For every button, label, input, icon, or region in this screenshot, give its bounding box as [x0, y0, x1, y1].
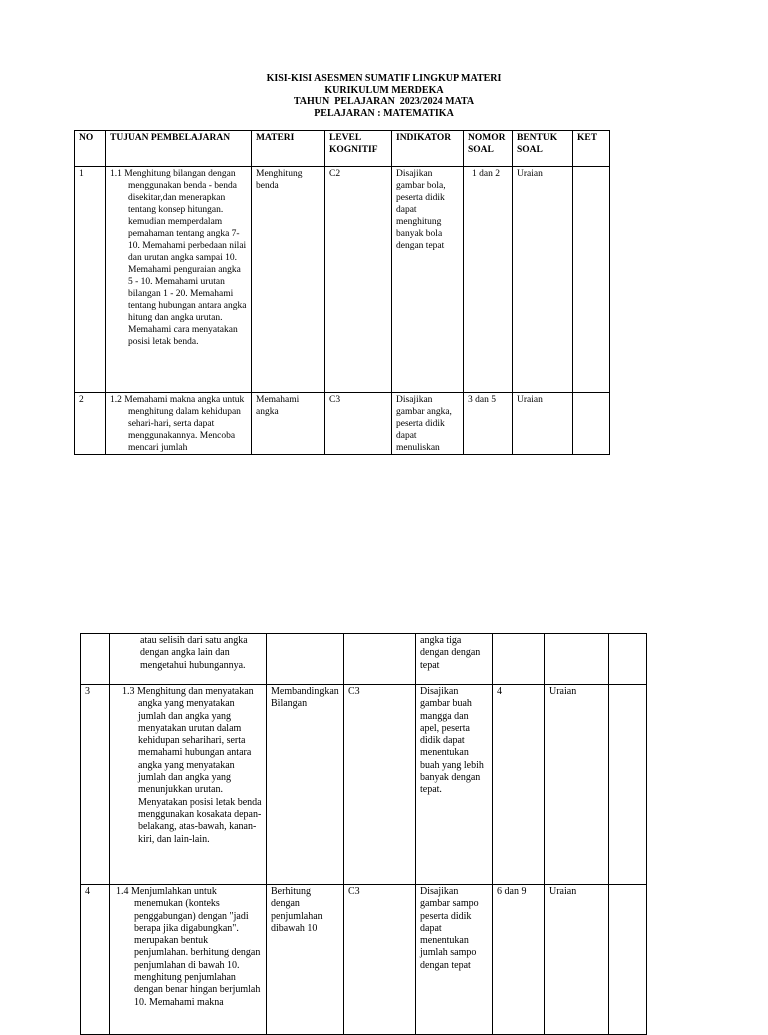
cell-bentuk: Uraian — [513, 167, 573, 393]
cell-tujuan: atau selisih dari satu angka dengan angka lain dan mengetahui hubungannya. — [110, 634, 267, 685]
document-title — [0, 73, 768, 119]
cell-nomor: 1 dan 2 — [464, 167, 513, 393]
cell-no: 4 — [81, 885, 110, 1035]
cell-no — [81, 634, 110, 685]
table-row — [75, 167, 610, 393]
title-line-2: KURIKULUM MERDEKA — [324, 84, 444, 96]
header-materi: MATERI — [252, 131, 325, 167]
table-row — [81, 685, 647, 885]
cell-nomor: 6 dan 9 — [493, 885, 545, 1035]
header-indikator: INDIKATOR — [392, 131, 464, 167]
cell-bentuk — [545, 634, 609, 685]
cell-bentuk: Uraian — [545, 885, 609, 1035]
cell-bentuk: Uraian — [513, 393, 573, 455]
header-ket: KET — [573, 131, 610, 167]
cell-materi — [267, 634, 344, 685]
cell-indikator: Disajikan gambar buah mangga dan apel, peserta didik dapat menentukan buah yang lebih banyak dengan tepat. — [416, 685, 493, 885]
cell-materi: Membandingkan Bilangan — [267, 685, 344, 885]
cell-materi: Memahami angka — [252, 393, 325, 455]
assessment-grid-table-page-1 — [74, 130, 610, 455]
cell-indikator: angka tiga dengan dengan tepat — [416, 634, 493, 685]
cell-no: 3 — [81, 685, 110, 885]
cell-no: 2 — [75, 393, 106, 455]
cell-nomor: 3 dan 5 — [464, 393, 513, 455]
cell-level: C3 — [344, 685, 416, 885]
cell-ket — [573, 167, 610, 393]
cell-tujuan: 1.3 Menghitung dan menyatakan angka yang menyatakan jumlah dan angka yang menyatakan urutan dalam kehidupan seharihari, serta memahami hubungan antara angka yang menyatakan jumlah dan angka yang menunjukkan urutan. Menyatakan posisi letak benda menggunakan kosakata depan-belakang, atas-bawah, kanan-kiri, dan lain-lain. — [110, 685, 267, 885]
cell-indikator: Disajikan gambar angka, peserta didik dapat menuliskan — [392, 393, 464, 455]
table-row — [75, 393, 610, 455]
cell-bentuk: Uraian — [545, 685, 609, 885]
header-nomor: NOMOR SOAL — [464, 131, 513, 167]
cell-nomor — [493, 634, 545, 685]
assessment-grid-table-page-2 — [80, 633, 647, 1035]
title-line-1: KISI-KISI ASESMEN SUMATIF LINGKUP MATERI — [266, 73, 502, 84]
cell-no: 1 — [75, 167, 106, 393]
cell-tujuan: 1.4 Menjumlahkan untuk menemukan (konteks penggabungan) dengan "jadi berapa jika digabungkan". merupakan bentuk penjumlahan. berhitung dengan penjumlahan di bawah 10. menghitung penjumlahan dengan benar hingan berjumlah 10. Memahami makna — [110, 885, 267, 1035]
header-level: LEVEL KOGNITIF — [325, 131, 392, 167]
cell-tujuan: 1.2 Memahami makna angka untuk menghitung dalam kehidupan sehari-hari, serta dapat menggunakannya. Mencoba mencari jumlah — [106, 393, 252, 455]
cell-level — [344, 634, 416, 685]
header-tujuan: TUJUAN PEMBELAJARAN — [106, 131, 252, 167]
table-header-row — [75, 131, 610, 167]
cell-ket — [573, 393, 610, 455]
table-row — [81, 885, 647, 1035]
table-row-continuation — [81, 634, 647, 685]
cell-level: C3 — [325, 393, 392, 455]
cell-materi: Menghitung benda — [252, 167, 325, 393]
cell-indikator: Disajikan gambar sampo peserta didik dapat menentukan jumlah sampo dengan tepat — [416, 885, 493, 1035]
title-line-3: TAHUN PELAJARAN 2023/2024 MATA — [293, 96, 475, 107]
cell-ket — [609, 634, 647, 685]
title-line-4: PELAJARAN : MATEMATIKA — [314, 107, 454, 119]
header-bentuk: BENTUK SOAL — [513, 131, 573, 167]
cell-tujuan: 1.1 Menghitung bilangan dengan menggunakan benda - benda disekitar,dan menerapkan tentang konsep hitungan. kemudian memperdalam pemahaman tentang angka 7-10. Memahami perbedaan nilai dan urutan angka sampai 10. Memahami penguraian angka 5 - 10. Memahami urutan bilangan 1 - 20. Memahami tentang hubungan antara angka hitung dan angka urutan. Memahami cara menyatakan posisi letak benda. — [106, 167, 252, 393]
header-no: NO — [75, 131, 106, 167]
cell-nomor: 4 — [493, 685, 545, 885]
cell-ket — [609, 885, 647, 1035]
cell-level: C3 — [344, 885, 416, 1035]
cell-materi: Berhitung dengan penjumlahan dibawah 10 — [267, 885, 344, 1035]
cell-indikator: Disajikan gambar bola, peserta didik dapat menghitung banyak bola dengan tepat — [392, 167, 464, 393]
cell-ket — [609, 685, 647, 885]
cell-level: C2 — [325, 167, 392, 393]
